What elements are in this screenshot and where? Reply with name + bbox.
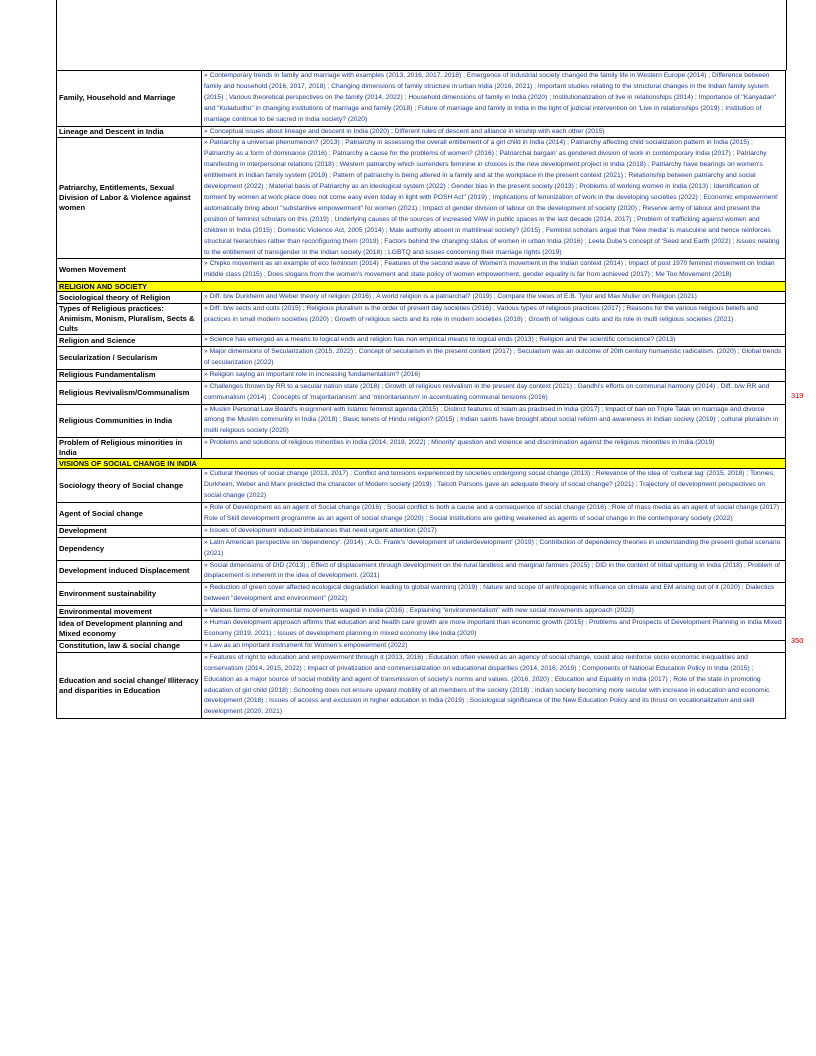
- topic-name: Education and social change/ Illiteracy and disparities in Education: [57, 652, 202, 718]
- topic-row: [57, 560, 786, 583]
- section-header-row: [57, 459, 786, 469]
- topic-name: Religious Fundamentalism: [57, 369, 202, 381]
- topic-questions: » Religion saying an important role in increasing fundamentalism? (2016): [202, 369, 786, 381]
- topic-name: Environmental movement: [57, 606, 202, 618]
- topic-row: [57, 640, 786, 652]
- section-title: RELIGION AND SOCIETY: [57, 282, 786, 292]
- topic-row: [57, 347, 786, 370]
- topic-questions: » Problems and solutions of religious minorities in India (2014, 2018, 2022) ; Minority' question and violence and discrimination against the religious minorities in India (2019): [202, 438, 786, 459]
- topic-questions: » Patriarchy a universal phenomenon? (2013) ; Patriarchy in assessing the overall entitlement of a girl child in India (2014) ; Patriarchy affecting child socialization pattern in India (2015) ; Patriarchy as a form of dominance (2016) ; Patriarchy a cause for the problems of women? (2016) ; Patriarchal bargain' as gendered division of work in contemporary India (2017) ; Patriarchy manifesting in interpersonal relations (2018) ; Western patriarchy which surrenders feminine in choices is the new development project in India (2018) ; Patriarchy have bearings on women's entitlement in Indian family system (2019) ; Pattern of patriarchy is being altered in a family and at the workplace in the present context (2021) ; Relationship between patriarchy and social development (2022) ; Material basis of Patriarchy as an ideological system (2022) ; Gender bias in the present society (2013) ; Problems of working women in India (2013) ; Identification of torment by women at work place does not come easy even today in light with POSH Act" (2019) ; Implications of feminization of work in the developing societies (2022) ; Economic empowerment' automatically bring about "substantive empowerment" for women (2021) ; Impact of gender division of labour on the development of society (2020) ; Reserve army of labour and present the position of feminist scholars on this (2019) ; Underlying causes of the sources of increased VAW in public spaces in the last decade (2014, 2017) ; Problem of trafficking against women and children in India (2015) ; Domestic Violence Act, 2005 (2014) ; Male authority absent in matrilineal society? (2015) ; Feminist scholars argue that 'New media' is masculine and hence reinforces structural hierarchies rather than reconfiguring them (2019) ; Factors behind the changing status of women in urban India (2016) ; Leela Dube's concept of 'Seed and Earth (2022) ; Issues relating to the entitlement of transgender in the Indian society (2018) ; LGBTQ and issues concerning their marriage rights (2019): [202, 138, 786, 259]
- page-number-social-change: 350: [791, 636, 804, 645]
- topic-name: Sociological theory of Religion: [57, 292, 202, 304]
- topic-name: Problem of Religious minorities in India: [57, 438, 202, 459]
- section-header-row: [57, 282, 786, 292]
- topic-name: Women Movement: [57, 259, 202, 282]
- topic-name: Constitution, law & social change: [57, 640, 202, 652]
- topic-questions: » Various forms of environmental movements waged in India (2016) ; Explaining "environmentalism" with new social movements approach (2022): [202, 606, 786, 618]
- topic-questions: » Latin American perspective on 'dependency'. (2014) ; A.G. Frank's 'development of underdevelopment' (2019) ; Contribution of dependency theories in understanding the present global scenario (2021): [202, 537, 786, 560]
- topic-name: Religion and Science: [57, 335, 202, 347]
- topic-name: Lineage and Descent in India: [57, 126, 202, 138]
- topic-row: [57, 438, 786, 459]
- topic-name: Patriarchy, Entitlements, Sexual Division of Labor & Violence against women: [57, 138, 202, 259]
- topic-name: Development induced Displacement: [57, 560, 202, 583]
- topic-name: Secularization / Secularism: [57, 347, 202, 370]
- topic-row: [57, 126, 786, 138]
- section-title: VISIONS OF SOCIAL CHANGE IN INDIA: [57, 459, 786, 469]
- topic-name: Idea of Development planning and Mixed economy: [57, 618, 202, 641]
- topic-name: Types of Religious practices: Animism, Monism, Pluralism, Sects & Cults: [57, 304, 202, 335]
- topic-row: [57, 404, 786, 438]
- topic-row: [57, 525, 786, 537]
- syllabus-table-body: [57, 71, 786, 719]
- crop-mark-right: [786, 0, 787, 70]
- topic-name: Sociology theory of Social change: [57, 469, 202, 503]
- topic-row: [57, 259, 786, 282]
- topic-questions: » Issues of development induced imbalances that need urgent attention (2017): [202, 525, 786, 537]
- topic-row: [57, 537, 786, 560]
- topic-name: Environment sustainability: [57, 583, 202, 606]
- topic-row: [57, 335, 786, 347]
- topic-questions: » Features of right to education and empowerment through it (2013, 2016) ; Education often viewed as an agency of social change, could also reinforce socio economic inequalities and conservatism (2014, 2015, 2022) ; Impact of privatization and commercialization on educational disparities (2014, 2016, 2019) ; Components of National Education Policy in India (2015) ; Education as a major source of social mobility and agent of transmission of society's norms and values. (2016, 2020) ; Education and Equality in India (2017) ; Role of the state in promoting education of girl child (2018) ; Schooling does not ensure upward mobility of all members of the society (2018) ; Indian society becoming more secular with increase in education and economic development (2018) ; Issues of access and exclusion in higher education in India (2019) ; Sociological significance of the New Education Policy and its thrust on vocationalization and skill development (2020, 2021): [202, 652, 786, 718]
- topic-row: [57, 583, 786, 606]
- page-number-religion: 319: [791, 391, 804, 400]
- topic-questions: » Diff. b/w sects and cults (2015) ; Religious pluralism is the order of present day societies (2016) ; Various types of religious practices (2017) ; Reasons for the various religious beliefs and practices in small modern societies (2020) ; Growth of religious sects and its role in modern societies (2018) ; Growth of religious cults and its role in multi religious societies (2021): [202, 304, 786, 335]
- topic-row: [57, 292, 786, 304]
- topic-questions: » Reduction of green cover affected ecological degradation leading to global warming (2019) ; Nature and scope of anthropogenic influence on climate and EM arising out of it (2020) ; Dialectics between "development and environment" (2022): [202, 583, 786, 606]
- topic-questions: » Conceptual issues about lineage and descent in India (2020) ; Different rules of descent and alliance in kinship with each other (2015): [202, 126, 786, 138]
- topic-row: [57, 469, 786, 503]
- topic-row: [57, 369, 786, 381]
- topic-name: Religious Communities in India: [57, 404, 202, 438]
- topic-row: [57, 71, 786, 127]
- topic-questions: » Diff. b/w Durkheim and Weber theory of religion (2016) ; A world religion is a patriarchal? (2019) ; Compare the views of E.B. Tylor and Max Muller on Religion (2021): [202, 292, 786, 304]
- topic-questions: » Human development approach affirms that education and health care growth are more important than economic growth (2015) ; Problems and Prospects of Development Planning in India Mixed Economy (2019, 2021) ; Issues of development planning in mixed economy like India (2020): [202, 618, 786, 641]
- topic-name: Agent of Social change: [57, 503, 202, 526]
- topic-row: [57, 138, 786, 259]
- topic-questions: » Challenges thrown by RR to a secular nation state (2018) ; Growth of religious revivalism in the present day context (2021) ; Gandhi's efforts on communal harmony (2014) ; Diff. b/w RR and communalism (2014) ; Concepts of 'majoritarianism' and 'minoritarianism' in accentuating communal tensions (2016): [202, 381, 786, 404]
- topic-row: [57, 304, 786, 335]
- topic-questions: » Science has emerged as a means to logical ends and religion has non empirical means to logical ends (2013) ; Religion and the scientific conscience? (2013): [202, 335, 786, 347]
- topic-questions: » Muslim Personal Law Board's insignment with Islamic feminist agenda (2015) ; Distinct features of Islam as practised in India (2017) ; Impact of ban on Triple Talak on marriage and divorce among the Muslim community in India (2018) ; Basic tenets of Hindu religion? (2015) ; Indian saints have brought about social reform and awareness in Indian society (2019) ; cultural pluralism in multi religious society (2020): [202, 404, 786, 438]
- topic-questions: » Contemporary trends in family and marriage with examples (2013, 2016, 2017, 2018) ; Emergence of industrial society changed the family life in Western Europe (2014) ; Difference between family and household (2016, 2017, 2018) ; Changing dimensions of family structure in urban India (2016, 2021) ; Important studies relating to the structural changes in the Indian family system (2015) ; Various theoretical perspectives on the family (2014, 2022) ; Household dimensions of family in India (2020) ; Institutionalization of live in relationships (2014) ; Importance of "Kanyadan" and "Kuladudhu" in changing institutions of marriage and family (2018) ; Future of marriage and family in India in the light of judicial intervention on 'Live in relationships (2019) ; Institution of marriage continue to be sacred in India society? (2020): [202, 71, 786, 127]
- topic-row: [57, 652, 786, 718]
- topic-name: Family, Household and Marriage: [57, 71, 202, 127]
- syllabus-table: [56, 70, 786, 719]
- topic-questions: » Chipko movement as an example of eco feminism (2014) ; Features of the second wave of Women's movement in the Indian context (2014) ; Impact of post 1970 feminist movement on Indian middle class (2015) ; Does slogans from the women's movement and state policy of women empowerment, gender equality is far from achieved (2017) ; Me Too Movement (2018): [202, 259, 786, 282]
- topic-questions: » Law as an important instrument for Women's empowerment (2022): [202, 640, 786, 652]
- topic-questions: » Cultural theories of social change (2013, 2017) ; Conflict and tensions experienced by societies undergoing social change (2013) ; Relevance of the idea of 'cultural lag' (2015, 2018) ; Tonnies, Durkheim, Weber and Marx predicted the character of Modern society (2019) ; Talcott Parsons gave an adequate theory of social change? (2021) ; Trajectory of development perspectives on social change (2022): [202, 469, 786, 503]
- topic-name: Development: [57, 525, 202, 537]
- topic-questions: » Role of Development as an agent of Social change (2016) ; Social conflict is both a cause and a consequence of social change (2016) ; Role of mass media as an agent of social change (2017) ; Role of Skill development programme as an agent of social change (2020) ; Social institutions are getting weakened as agents of social change in the contemporary society (2022): [202, 503, 786, 526]
- topic-questions: » Social dimensions of DID (2013) ; Effect of displacement through development on the rural landless and marginal farmers (2015) ; DID in the context of tribal uprising in India (2018) ; Problem of displacement is inherent in the idea of development. (2021): [202, 560, 786, 583]
- topic-questions: » Major dimensions of Secularization (2015, 2022) ; Concept of secularism in the present context (2017) ; Secularism was an outcome of 20th century humanistic radicalism. (2020) ; Global trends of secularization (2022): [202, 347, 786, 370]
- topic-row: [57, 381, 786, 404]
- topic-row: [57, 606, 786, 618]
- topic-row: [57, 618, 786, 641]
- topic-row: [57, 503, 786, 526]
- crop-mark-left: [56, 0, 57, 70]
- topic-name: Dependency: [57, 537, 202, 560]
- topic-name: Religious Revivalism/Communalism: [57, 381, 202, 404]
- document-page: [56, 70, 786, 719]
